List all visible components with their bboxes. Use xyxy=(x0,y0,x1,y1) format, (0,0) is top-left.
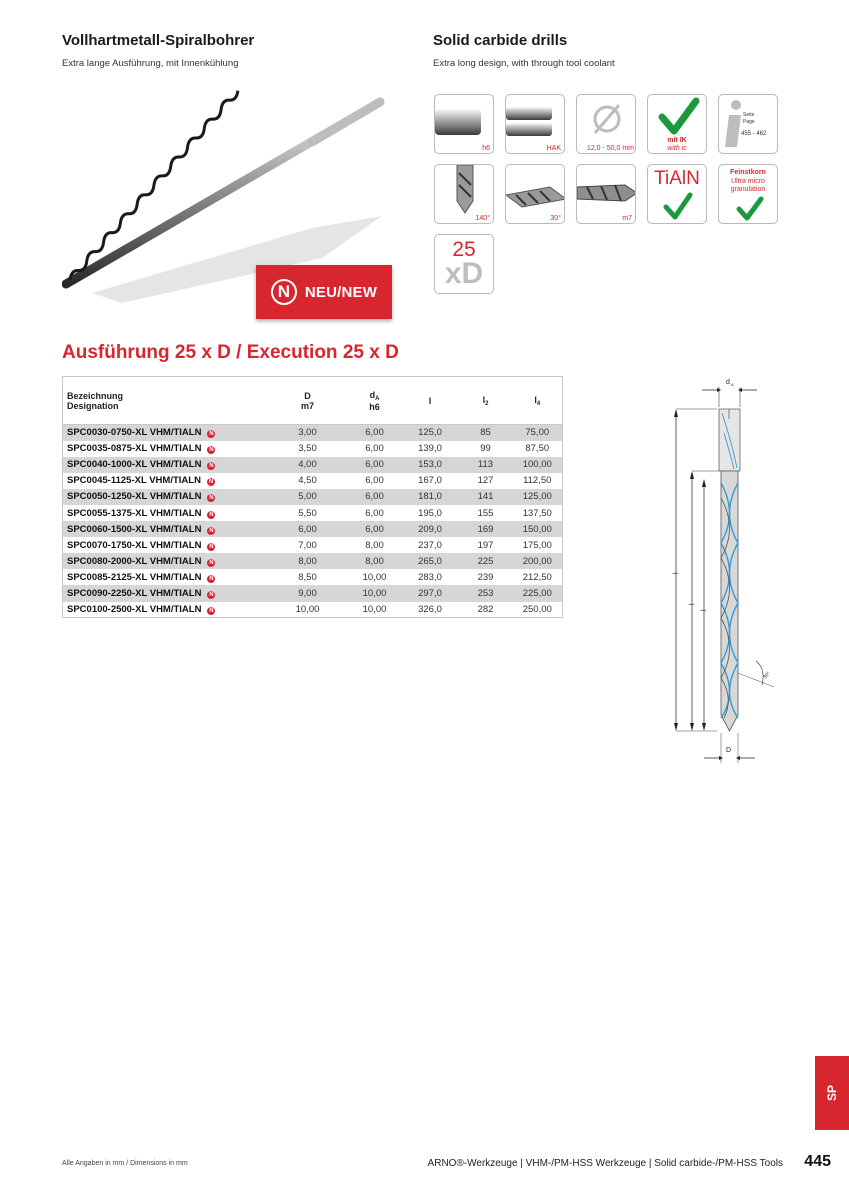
cell-da: 6,00 xyxy=(365,507,384,519)
m7-label: m7 xyxy=(622,215,632,222)
cell-l: 167,0 xyxy=(418,475,442,487)
granulation-label: granulation xyxy=(730,186,766,193)
col-l4 xyxy=(513,377,563,425)
micro-grain-icon xyxy=(718,164,778,224)
cell-l: 297,0 xyxy=(402,585,459,601)
shank-h6-label: h6 xyxy=(482,145,490,152)
cell-l2: 253 xyxy=(459,585,513,601)
table-header-row xyxy=(63,377,563,425)
mit-ik-label: mit IK xyxy=(667,137,687,144)
cell-l4: 87,50 xyxy=(525,443,550,455)
cell-l2: 127 xyxy=(477,475,494,487)
feinstkorn-label: Feinstkorn xyxy=(730,169,766,176)
cell-l4: 200,00 xyxy=(513,553,563,569)
col-l4-sub: 4 xyxy=(536,400,541,407)
drill-technical-drawing xyxy=(662,373,782,768)
new-marker-icon: N xyxy=(209,543,214,550)
spec-table xyxy=(62,376,563,618)
internal-coolant-icon xyxy=(647,94,707,154)
cell-da: 10,00 xyxy=(362,571,387,583)
angle-140-label: 140° xyxy=(475,215,490,222)
tolerance-m7-icon xyxy=(576,164,636,224)
new-marker-icon: N xyxy=(208,479,214,486)
col-da-tolerance: h6 xyxy=(369,401,380,412)
diameter-icon xyxy=(576,94,636,154)
cell-designation xyxy=(63,505,268,521)
cell-l4: 250,00 xyxy=(522,603,552,615)
table-row xyxy=(63,441,563,457)
col-d-tolerance: m7 xyxy=(300,400,314,411)
cell-d: 4,50 xyxy=(298,475,317,487)
cell-l2: 169 xyxy=(459,521,513,537)
shank-hak-label: HAK xyxy=(546,145,561,152)
cell-d: 9,00 xyxy=(268,585,348,601)
col-d-label: D xyxy=(304,390,311,401)
cell-da: 6,00 xyxy=(365,475,384,487)
table-row xyxy=(63,553,563,569)
cell-l4: 212,50 xyxy=(522,571,552,583)
cell-l4: 150,00 xyxy=(513,521,563,537)
cell-d: 4,00 xyxy=(268,457,348,473)
cell-l4: 112,50 xyxy=(523,475,552,487)
cell-designation xyxy=(63,457,268,473)
designation-text: SPC0040-1000-XL VHM/TIALN xyxy=(67,459,202,471)
cell-l2: 239 xyxy=(477,571,494,583)
cell-l4: 75,00 xyxy=(513,425,563,441)
cell-d: 5,50 xyxy=(298,507,317,519)
cell-da: 10,00 xyxy=(348,585,402,601)
cell-l: 283,0 xyxy=(418,571,442,583)
shank-hak-icon xyxy=(505,94,565,154)
footer-company-line: ARNO®-Werkzeuge | VHM-/PM-HSS Werkzeuge | Solid carbide-/PM-HSS Tools xyxy=(427,1158,783,1169)
col-l xyxy=(402,377,459,425)
table-row xyxy=(63,457,563,473)
cell-l2: 155 xyxy=(477,507,494,519)
diameter-range-label: 12,0 - 50,0 mm xyxy=(586,145,634,152)
page-number: 445 xyxy=(804,1153,831,1170)
cell-l2: 113 xyxy=(459,457,513,473)
new-badge xyxy=(256,265,392,319)
footer-dimensions-note: Alle Angaben in mm / Dimensions in mm xyxy=(62,1160,188,1167)
page-label: Page xyxy=(743,119,755,125)
col-l-label: l xyxy=(428,395,432,406)
designation-text: SPC0085-2125-XL VHM/TIALN xyxy=(67,571,202,583)
dim-d-label: D xyxy=(726,747,732,754)
dim-angle-label: 30° xyxy=(762,670,772,681)
col-l2-sub: 2 xyxy=(485,400,489,407)
cell-l: 153,0 xyxy=(402,457,459,473)
designation-text: SPC0030-0750-XL VHM/TIALN xyxy=(67,427,202,439)
title-de: Vollhartmetall-Spiralbohrer xyxy=(62,32,255,49)
cell-d: 10,00 xyxy=(295,603,320,615)
with-ic-label: with ic xyxy=(667,145,687,152)
table-row xyxy=(63,425,563,441)
designation-text: SPC0070-1750-XL VHM/TIALN xyxy=(67,539,202,551)
info-page-icon xyxy=(718,94,778,154)
cell-designation xyxy=(63,585,268,601)
new-marker-icon: N xyxy=(209,559,214,566)
col-d xyxy=(268,377,348,425)
new-marker-icon: N xyxy=(209,591,214,598)
title-en: Solid carbide drills xyxy=(433,32,568,49)
subtitle-en: Extra long design, with through tool coolant xyxy=(433,58,615,69)
cell-da: 6,00 xyxy=(348,489,402,505)
new-badge-icon: N xyxy=(271,279,297,305)
cell-l2: 141 xyxy=(459,489,513,505)
cell-l: 209,0 xyxy=(402,521,459,537)
section-tab-label: SP xyxy=(825,1084,839,1102)
new-badge-label: NEU/NEW xyxy=(304,283,378,301)
cell-l: 181,0 xyxy=(402,489,459,505)
designation-text: SPC0090-2250-XL VHM/TIALN xyxy=(67,587,202,599)
new-marker-icon: N xyxy=(209,527,214,534)
cell-l2: 197 xyxy=(477,539,494,551)
cell-d: 3,50 xyxy=(298,443,317,455)
col-da xyxy=(348,377,402,425)
new-marker-icon: N xyxy=(209,431,214,438)
designation-text: SPC0035-0875-XL VHM/TIALN xyxy=(67,443,202,455)
designation-text: SPC0080-2000-XL VHM/TIALN xyxy=(67,555,202,567)
dim-l2-label: l xyxy=(689,603,696,605)
cell-designation xyxy=(63,537,268,553)
table-row xyxy=(63,602,563,618)
cell-designation xyxy=(63,489,268,505)
designation-text: SPC0045-1125-XL VHM/TIALN xyxy=(67,475,201,487)
helix-30-icon xyxy=(505,164,565,224)
table-row xyxy=(63,521,563,537)
col-designation xyxy=(63,377,268,425)
col-l2-label: l xyxy=(482,394,486,405)
new-marker-icon: N xyxy=(209,447,214,454)
new-marker-icon: N xyxy=(209,511,214,518)
cell-d: 7,00 xyxy=(298,539,317,551)
table-row xyxy=(63,505,563,521)
designation-text: SPC0055-1375-XL VHM/TIALN xyxy=(67,507,202,519)
cell-d: 6,00 xyxy=(268,521,348,537)
cell-l2: 282 xyxy=(477,603,494,615)
cell-d: 5,00 xyxy=(268,489,348,505)
cell-l4: 137,50 xyxy=(522,507,552,519)
cell-da: 6,00 xyxy=(348,425,402,441)
cell-l4: 100,00 xyxy=(513,457,563,473)
cell-da: 6,00 xyxy=(348,521,402,537)
new-marker-icon: N xyxy=(209,607,214,614)
cell-designation xyxy=(63,569,268,585)
cell-l4: 225,00 xyxy=(513,585,563,601)
table-row xyxy=(63,569,563,585)
cell-l: 125,0 xyxy=(402,425,459,441)
dim-l-label: l xyxy=(673,572,680,574)
new-marker-icon: N xyxy=(209,495,214,502)
shank-h6-icon xyxy=(434,94,494,154)
col-designation-en: Designation xyxy=(67,400,119,411)
cell-da: 8,00 xyxy=(365,539,384,551)
page-range-label: 455 - 462 xyxy=(741,131,767,137)
seite-label: Seite xyxy=(743,112,755,118)
col-da-label: d xyxy=(369,389,376,400)
cell-da: 8,00 xyxy=(348,553,402,569)
cell-da: 10,00 xyxy=(362,603,387,615)
cell-l: 237,0 xyxy=(418,539,442,551)
cell-d: 8,00 xyxy=(268,553,348,569)
angle-30-label: 30° xyxy=(550,215,561,222)
cell-l2: 225 xyxy=(459,553,513,569)
col-designation-de: Bezeichnung xyxy=(67,390,124,401)
cell-designation xyxy=(63,602,268,618)
cell-l: 326,0 xyxy=(418,603,442,615)
table-row xyxy=(63,473,563,489)
table-row xyxy=(63,489,563,505)
designation-text: SPC0060-1500-XL VHM/TIALN xyxy=(67,523,202,535)
cell-l2: 85 xyxy=(459,425,513,441)
xd-text: xD xyxy=(444,257,484,290)
cell-l4: 125,00 xyxy=(513,489,563,505)
col-l4-label: l xyxy=(534,394,537,405)
col-da-sub: A xyxy=(375,395,380,402)
section-title: Ausführung 25 x D / Execution 25 x D xyxy=(62,342,399,363)
subtitle-de: Extra lange Ausführung, mit Innenkühlung xyxy=(62,58,239,69)
cell-l: 265,0 xyxy=(402,553,459,569)
tialn-coating-icon xyxy=(647,164,707,224)
dim-da-label: d xyxy=(726,379,730,386)
cell-d: 8,50 xyxy=(298,571,317,583)
cell-l2: 99 xyxy=(480,443,491,455)
ultra-micro-label: Ultra micro xyxy=(731,178,765,185)
cell-da: 6,00 xyxy=(365,443,384,455)
new-marker-icon: N xyxy=(209,463,214,470)
cell-designation xyxy=(63,521,268,537)
point-angle-140-icon xyxy=(434,164,494,224)
cell-da: 6,00 xyxy=(348,457,402,473)
cell-l4: 175,00 xyxy=(522,539,552,551)
cell-designation xyxy=(63,441,268,457)
length-25xd-icon xyxy=(434,234,494,294)
table-row xyxy=(63,585,563,601)
cell-designation xyxy=(63,425,268,441)
cell-l: 139,0 xyxy=(418,443,442,455)
table-row xyxy=(63,537,563,553)
tialn-label: TiAlN xyxy=(654,168,700,189)
designation-text: SPC0100-2500-XL VHM/TIALN xyxy=(67,603,202,615)
cell-l: 195,0 xyxy=(418,507,442,519)
section-tab-sp[interactable] xyxy=(815,1056,849,1130)
cell-d: 3,00 xyxy=(268,425,348,441)
cell-designation xyxy=(63,553,268,569)
col-l2 xyxy=(459,377,513,425)
designation-text: SPC0050-1250-XL VHM/TIALN xyxy=(67,491,202,503)
new-marker-icon: N xyxy=(209,575,214,582)
xd-number: 25 xyxy=(452,238,476,261)
dim-da-sub: A xyxy=(731,382,734,387)
dim-l4-label: l xyxy=(701,609,708,611)
cell-designation xyxy=(63,473,268,489)
